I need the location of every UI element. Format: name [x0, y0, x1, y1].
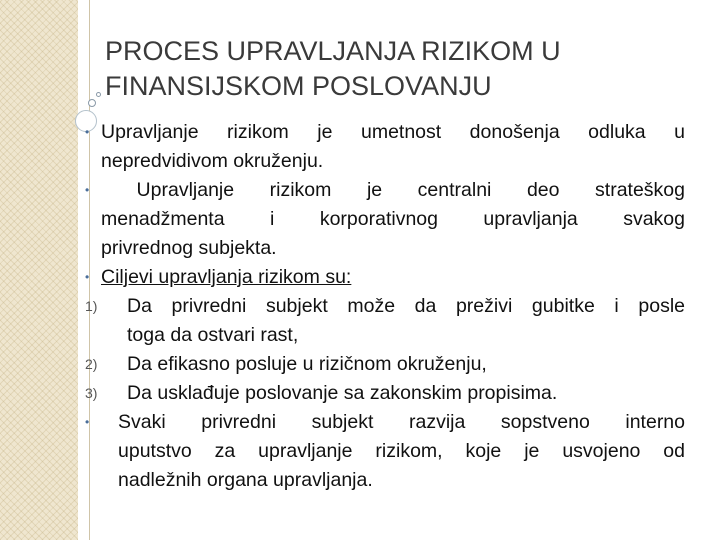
- slide-title-line-1: PROCES UPRAVLJANJA RIZIKOM U: [105, 36, 561, 66]
- bullet-marker: •: [85, 270, 90, 284]
- final-bullet-line-3: nadležnih organa upravljanja.: [118, 469, 373, 491]
- numbered-3-line-1: Da usklađuje poslovanje sa zakonskim propisima.: [127, 382, 558, 404]
- bullet-item-3: [85, 263, 685, 292]
- numbered-1-line-2: toga da ostvari rast,: [127, 324, 299, 346]
- numbered-marker: 3): [85, 385, 98, 401]
- slide-body: [85, 118, 685, 495]
- bullet-marker: •: [85, 183, 90, 197]
- bullet-marker: •: [85, 415, 90, 429]
- numbered-item-2: [85, 350, 685, 379]
- decorative-circle-medium-icon: [88, 99, 96, 107]
- bullet-2-line-1: Upravljanje rizikom je centralni deo strateškog: [101, 179, 685, 201]
- bullet-2-line-3: privrednog subjekta.: [101, 237, 277, 259]
- bullet-1-line-1: Upravljanje rizikom je umetnost donošenja odluka u: [101, 121, 685, 143]
- decorative-circle-small-icon: [96, 92, 101, 97]
- bullet-2-line-2: menadžmenta i korporativnog upravljanja svakog: [101, 208, 685, 230]
- bullet-item-2: [85, 176, 685, 263]
- slide-title: [105, 34, 695, 104]
- bullet-1-line-2: nepredvidivom okruženju.: [101, 150, 324, 172]
- final-bullet-item: [85, 408, 685, 495]
- numbered-2-line-1: Da efikasno posluje u rizičnom okruženju,: [127, 353, 487, 375]
- numbered-marker: 2): [85, 356, 98, 372]
- decorative-side-band: [0, 0, 78, 540]
- bullet-3-text: Ciljevi upravljanja rizikom su:: [101, 266, 352, 288]
- numbered-item-3: [85, 379, 685, 408]
- numbered-marker: 1): [85, 298, 98, 314]
- bullet-item-1: [85, 118, 685, 176]
- slide-title-line-2: FINANSIJSKOM POSLOVANJU: [105, 71, 492, 101]
- final-bullet-line-2: uputstvo za upravljanje rizikom, koje je usvojeno od: [118, 440, 685, 462]
- numbered-1-line-1: Da privredni subjekt može da preživi gubitke i posle: [127, 295, 685, 317]
- final-bullet-line-1: Svaki privredni subjekt razvija sopstveno interno: [118, 411, 685, 433]
- numbered-item-1: [85, 292, 685, 350]
- bullet-marker: •: [85, 125, 90, 139]
